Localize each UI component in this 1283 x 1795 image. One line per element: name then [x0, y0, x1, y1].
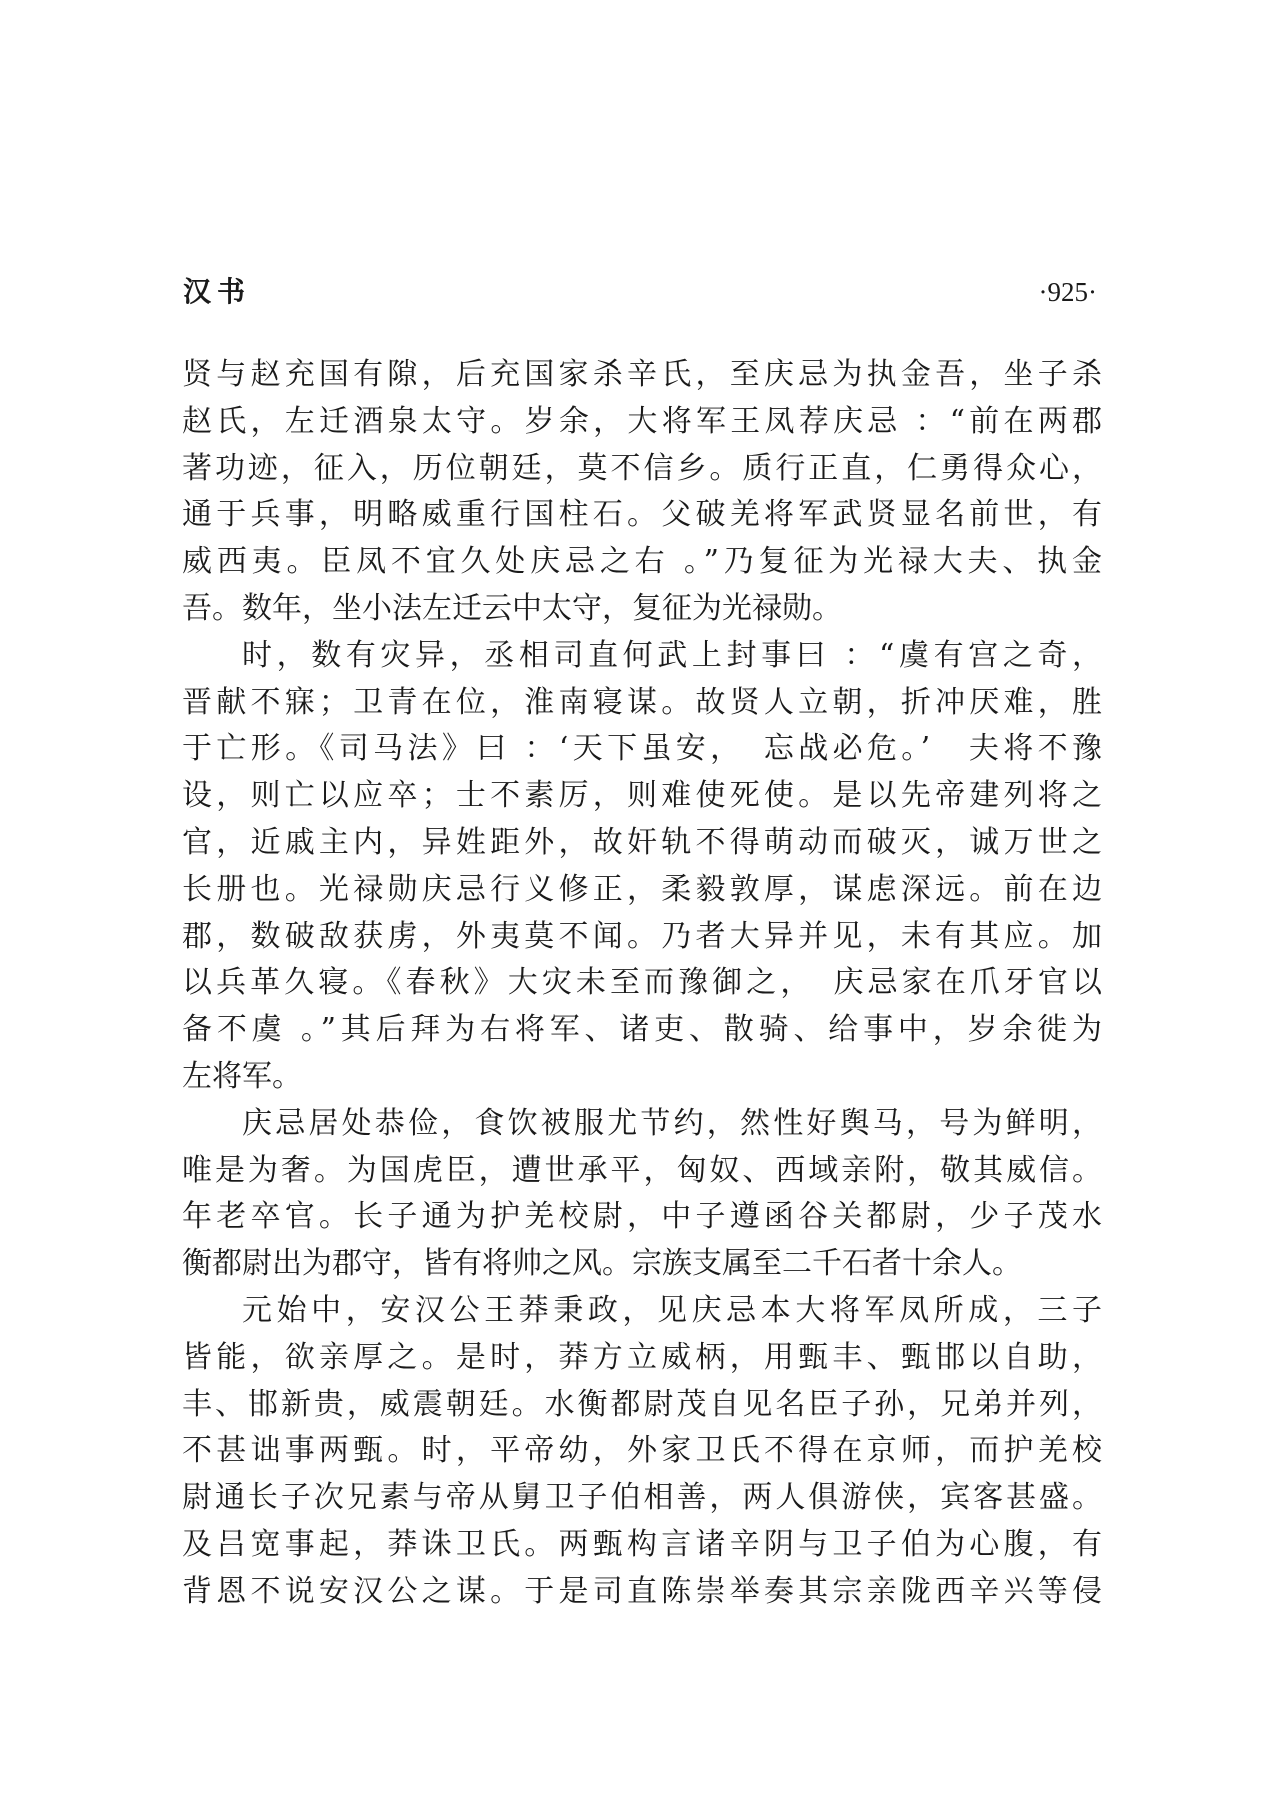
book-title: 汉书	[183, 275, 252, 308]
text-line: 及吕宽事起，莽诛卫氏。两甄构言诸辛阴与卫子伯为心腹，有	[182, 1526, 1102, 1562]
text-line: 年老卒官。长子通为护羌校尉，中子遵函谷关都尉，少子茂水	[182, 1199, 1102, 1235]
text-line: 背恩不说安汉公之谋。于是司直陈崇举奏其宗亲陇西辛兴等侵	[182, 1573, 1102, 1609]
text-line: 不甚诎事两甄。时，平帝幼，外家卫氏不得在京师，而护羌校	[182, 1433, 1102, 1469]
text-line: 衡都尉出为郡守，皆有将帅之风。宗族支属至二千石者十余人。	[182, 1246, 1022, 1282]
text-line: 贤与赵充国有隙，后充国家杀辛氏，至庆忌为执金吾，坐子杀	[182, 357, 1102, 392]
text-line: 庆忌居处恭俭，食饮被服尤节约，然性好舆马，号为鲜明，	[242, 1105, 1102, 1141]
text-line: 晋献不寐；卫青在位，淮南寝谋。故贤人立朝，折冲厌难，胜	[182, 684, 1102, 720]
text-line: 元始中，安汉公王莽秉政，见庆忌本大将军凤所成，三子	[242, 1292, 1102, 1328]
text-line: 赵氏，左迁酒泉太守。岁余，大将军王凤荐庆忌 ：“前在两郡	[182, 403, 1102, 439]
text-line: 官，近戚主内，异姓距外，故奸轨不得萌动而破灭，诚万世之	[182, 824, 1102, 860]
text-line: 设，则亡以应卒；士不素厉，则难使死使。是以先帝建列将之	[182, 778, 1102, 814]
text-line: 左将军。	[182, 1058, 302, 1094]
text-line: 著功迹，征入，历位朝廷，莫不信乡。质行正直，仁勇得众心，	[182, 450, 1102, 486]
text-line: 皆能，欲亲厚之。是时，莽方立威柄，用甄丰、甄邯以自助，	[182, 1339, 1102, 1375]
text-line: 备不虞 。”其后拜为右将军、诸吏、散骑、给事中，岁余徙为	[182, 1012, 1102, 1048]
text-line: 长册也。光禄勋庆忌行义修正，柔毅敦厚，谋虑深远。前在边	[182, 871, 1102, 907]
text-line: 唯是为奢。为国虎臣，遭世承平，匈奴、西域亲附，敬其威信。	[182, 1152, 1102, 1188]
text-line: 丰、邯新贵，威震朝廷。水衡都尉茂自见名臣子孙，兄弟并列，	[182, 1386, 1102, 1422]
text-line: 通于兵事，明略威重行国柱石。父破羌将军武贤显名前世，有	[182, 497, 1102, 533]
body-text	[182, 352, 1102, 1616]
text-line: 尉通长子次兄素与帝从舅卫子伯相善，两人俱游侠，宾客甚盛。	[182, 1480, 1102, 1516]
page-number: ·925·	[1038, 277, 1097, 307]
text-line: 于亡形。《司马法》曰 ：‘天下虽安， 忘战必危。’ 夫将不豫	[182, 731, 1102, 767]
text-line: 以兵革久寝。《春秋》大灾未至而豫御之， 庆忌家在爪牙官以	[182, 965, 1102, 1001]
text-line: 郡，数破敌获虏，外夷莫不闻。乃者大异并见，未有其应。加	[182, 918, 1102, 954]
text-line: 吾。数年，坐小法左迁云中太守，复征为光禄勋。	[182, 590, 842, 626]
text-line: 威西夷。臣凤不宜久处庆忌之右 。”乃复征为光禄大夫、执金	[182, 544, 1102, 580]
text-line: 时，数有灾异，丞相司直何武上封事曰 ：“虞有宫之奇，	[242, 637, 1102, 673]
